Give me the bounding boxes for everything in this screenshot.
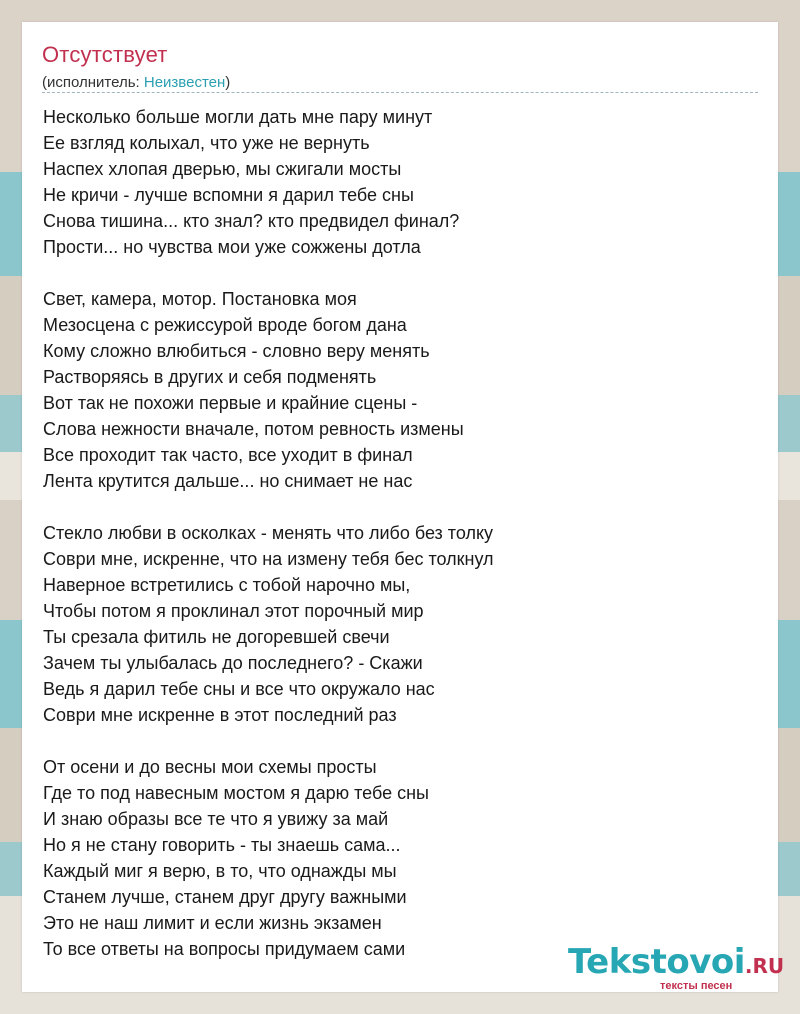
lyric-line: Прости... но чувства мои уже сожжены дотла: [43, 237, 421, 257]
lyric-line: Вот так не похожи первые и крайние сцены -: [43, 393, 418, 413]
lyric-line: Мезосцена с режиссурой вроде богом дана: [43, 315, 407, 335]
stanza-2: [43, 286, 494, 494]
lyric-line: Ее взгляд колыхал, что уже не вернуть: [43, 133, 370, 153]
lyric-line: Стекло любви в осколках - менять что либо без толку: [43, 523, 494, 543]
lyric-line: Ты срезала фитиль не догоревшей свечи: [43, 627, 390, 647]
lyric-line: Это не наш лимит и если жизнь экзамен: [43, 913, 382, 933]
lyric-line: Зачем ты улыбалась до последнего? - Скажи: [43, 653, 423, 673]
lyric-line: Чтобы потом я проклинал этот порочный мир: [43, 601, 424, 621]
lyric-line: Не кричи - лучше вспомни я дарил тебе сны: [43, 185, 414, 205]
lyric-line: Кому сложно влюбиться - словно веру менять: [43, 341, 430, 361]
lyrics-body: [43, 104, 494, 988]
stanza-4: [43, 754, 494, 962]
logo-main-text: Tekstovoi: [568, 942, 745, 982]
lyrics-card: [22, 22, 785, 992]
lyric-line: Несколько больше могли дать мне пару минут: [43, 107, 433, 127]
lyric-line: Наверное встретились с тобой нарочно мы,: [43, 575, 411, 595]
lyric-line: Ведь я дарил тебе сны и все что окружало нас: [43, 679, 435, 699]
tekstovoi-logo[interactable]: [568, 942, 785, 992]
logo-tld: .RU: [744, 954, 785, 978]
artist-prefix: (исполнитель:: [42, 74, 144, 91]
lyric-line: Станем лучше, станем друг другу важными: [43, 887, 407, 907]
lyric-line: Соври мне искренне в этот последний раз: [43, 705, 397, 725]
artist-line: [42, 74, 230, 91]
stanza-3: [43, 520, 494, 728]
lyric-line: Наспех хлопая дверью, мы сжигали мосты: [43, 159, 402, 179]
lyric-line: Растворяясь в других и себя подменять: [43, 367, 377, 387]
dashed-divider: [42, 92, 758, 93]
lyric-line: Лента крутится дальше... но снимает не нас: [43, 471, 413, 491]
song-title: Отсутствует: [42, 42, 168, 67]
lyric-line: Свет, камера, мотор. Постановка моя: [43, 289, 357, 309]
lyric-line: Все проходит так часто, все уходит в финал: [43, 445, 413, 465]
lyric-line: То все ответы на вопросы придумаем сами: [43, 939, 406, 959]
stanza-1: [43, 104, 494, 260]
lyric-line: Где то под навесным мостом я дарю тебе сны: [43, 783, 429, 803]
logo-tagline: тексты песен: [660, 980, 733, 992]
artist-link[interactable]: Неизвестен: [143, 74, 226, 91]
lyric-line: Соври мне, искренне, что на измену тебя бес толкнул: [43, 549, 494, 569]
lyric-line: От осени и до весны мои схемы просты: [43, 757, 377, 777]
lyric-line: Слова нежности вначале, потом ревность измены: [43, 419, 464, 439]
lyric-line: Снова тишина... кто знал? кто предвидел финал?: [43, 211, 460, 231]
lyric-line: Каждый миг я верю, в то, что однажды мы: [43, 861, 397, 881]
artist-suffix: ): [225, 74, 231, 91]
lyric-line: И знаю образы все те что я увижу за май: [43, 809, 389, 829]
lyric-line: Но я не стану говорить - ты знаешь сама...: [43, 835, 401, 855]
